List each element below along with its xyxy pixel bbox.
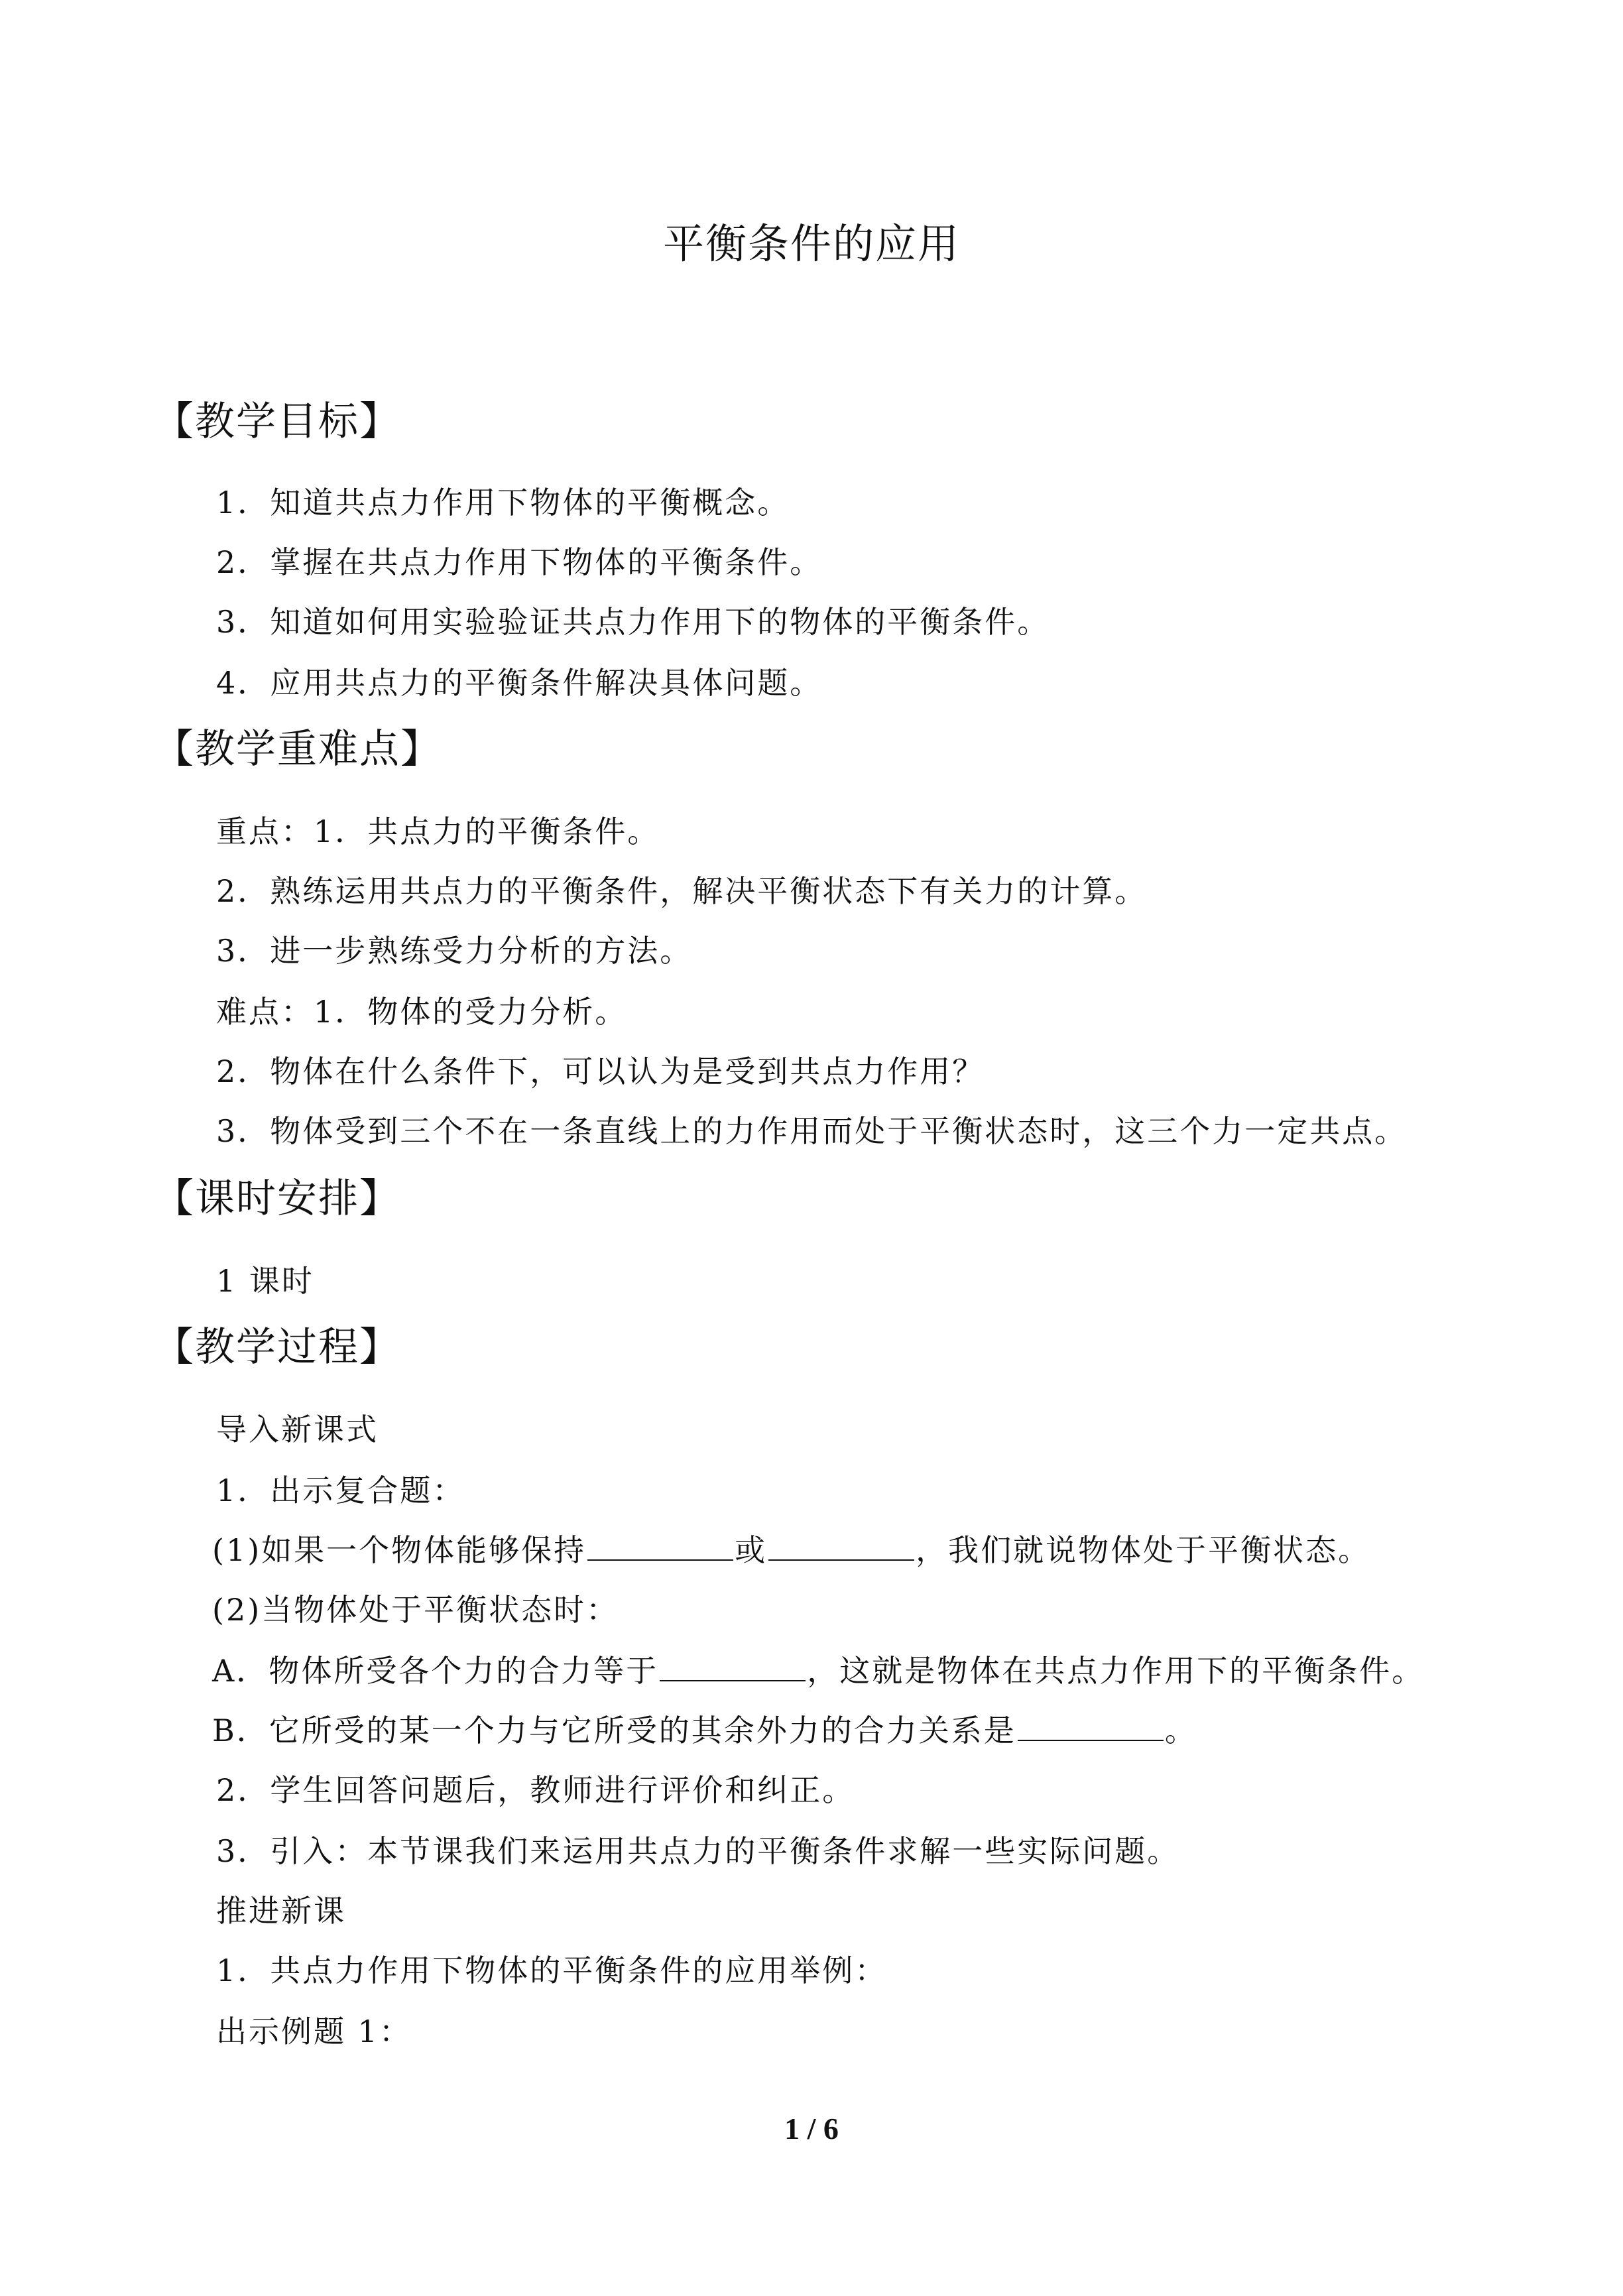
goal-item-3: 3．知道如何用实验验证共点力作用下的物体的平衡条件。 xyxy=(216,604,1050,640)
difficulty-1: 难点：1．物体的受力分析。 xyxy=(216,994,628,1030)
goal-item-4: 4．应用共点力的平衡条件解决具体问题。 xyxy=(216,665,823,701)
fill-blank xyxy=(660,1679,806,1681)
difficulty-3: 3．物体受到三个不在一条直线上的力作用而处于平衡状态时，这三个力一定共点。 xyxy=(216,1113,1408,1149)
intro-step-3: 3．引入：本节课我们来运用共点力的平衡条件求解一些实际问题。 xyxy=(216,1833,1180,1869)
question-1b: (2)当物体处于平衡状态时： xyxy=(212,1592,619,1628)
key-point-1: 重点：1．共点力的平衡条件。 xyxy=(216,814,660,849)
question-a-suffix: ，这就是物体在共点力作用下的平衡条件。 xyxy=(807,1653,1425,1689)
question-a xyxy=(212,1647,1424,1691)
key-point-2: 2．熟练运用共点力的平衡条件，解决平衡状态下有关力的计算。 xyxy=(216,873,1148,909)
heading-process: 【教学过程】 xyxy=(154,1324,400,1370)
question-b-suffix: 。 xyxy=(1164,1713,1197,1748)
fill-blank xyxy=(587,1559,733,1561)
heading-key-points: 【教学重难点】 xyxy=(154,726,442,772)
example-label: 出示例题 1： xyxy=(216,2014,412,2049)
question-1a-suffix: ，我们就说物体处于平衡状态。 xyxy=(916,1532,1371,1568)
key-point-3: 3．进一步熟练受力分析的方法。 xyxy=(216,933,693,969)
intro-question-1: 1．出示复合题： xyxy=(216,1473,465,1508)
page-number: 1 / 6 xyxy=(784,2112,839,2145)
question-b-prefix: B．它所受的某一个力与它所受的其余外力的合力关系是 xyxy=(212,1713,1016,1748)
question-b xyxy=(212,1707,1197,1750)
heading-teaching-goals: 【教学目标】 xyxy=(154,398,400,445)
goal-item-2: 2．掌握在共点力作用下物体的平衡条件。 xyxy=(216,544,823,580)
advance-label: 推进新课 xyxy=(216,1893,346,1929)
fill-blank xyxy=(1018,1739,1164,1741)
difficulty-2: 2．物体在什么条件下，可以认为是受到共点力作用？ xyxy=(216,1054,985,1089)
intro-step-2: 2．学生回答问题后，教师进行评价和纠正。 xyxy=(216,1772,855,1808)
schedule-value: 1 课时 xyxy=(216,1263,314,1299)
question-1a xyxy=(212,1526,1370,1570)
fill-blank xyxy=(768,1559,914,1561)
intro-label: 导入新课式 xyxy=(216,1412,379,1447)
question-a-prefix: A．物体所受各个力的合力等于 xyxy=(212,1653,659,1689)
advance-step-1: 1．共点力作用下物体的平衡条件的应用举例： xyxy=(216,1953,888,1988)
heading-schedule: 【课时安排】 xyxy=(154,1176,400,1222)
question-1a-prefix: (1)如果一个物体能够保持 xyxy=(212,1532,587,1568)
page-title: 平衡条件的应用 xyxy=(662,219,960,268)
question-1a-mid: 或 xyxy=(735,1532,768,1568)
goal-item-1: 1．知道共点力作用下物体的平衡概念。 xyxy=(216,485,790,520)
